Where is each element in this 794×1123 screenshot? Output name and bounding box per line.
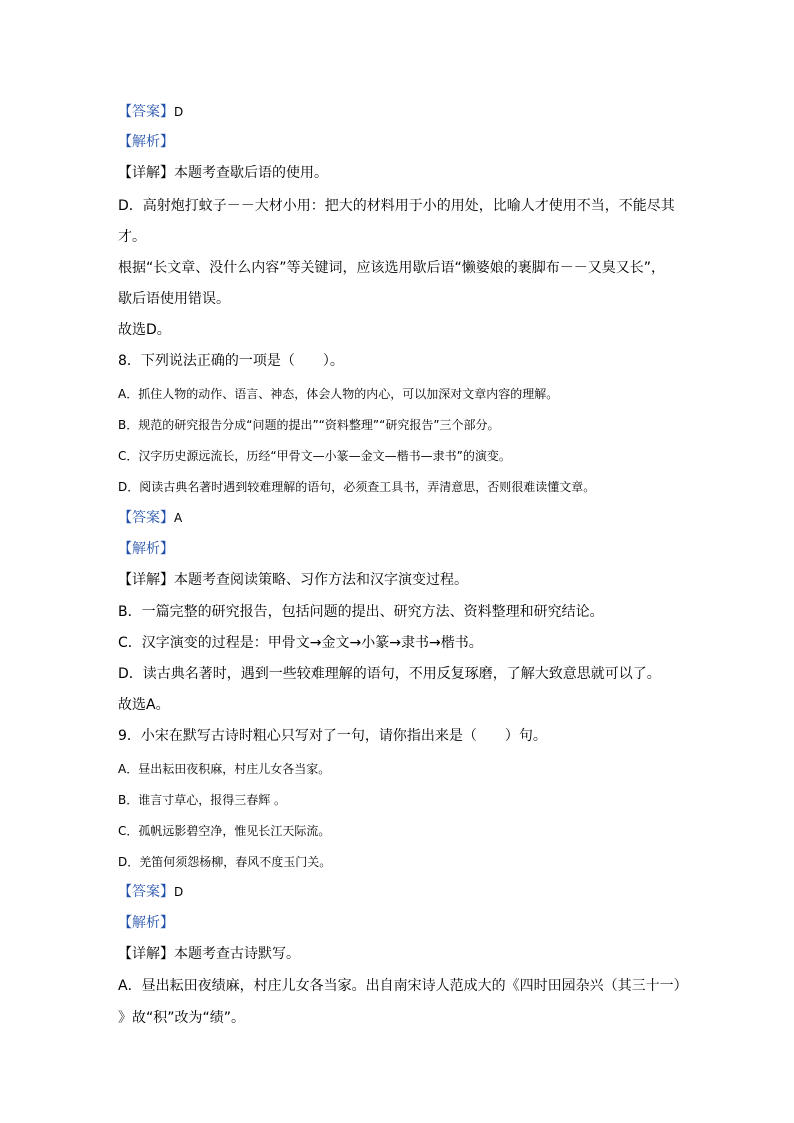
detail-tag: 【详解】: [118, 946, 174, 962]
detail-line: [118, 571, 688, 589]
explanation-line: B．一篇完整的研究报告，包括问题的提出、研究方法、资料整理和研究结论。: [118, 604, 604, 620]
answer-line: [118, 883, 688, 901]
detail-line: [118, 945, 688, 963]
detail-text: 本题考查古诗默写。: [174, 946, 300, 962]
explanation-line: C．汉字演变的过程是：甲骨文→金文→小篆→隶书→楷书。: [118, 635, 483, 651]
analysis-tag: 【解析】: [118, 541, 174, 557]
option-a: A．抓住人物的动作、语言、神态，体会人物的内心，可以加深对文章内容的理解。: [118, 387, 559, 401]
analysis-tag: 【解析】: [118, 134, 174, 150]
detail-text: 本题考查歇后语的使用。: [174, 165, 328, 181]
detail-tag: 【详解】: [118, 165, 174, 181]
option-b: B．规范的研究报告分成“问题的提出”“资料整理”“研究报告”三个部分。: [118, 418, 500, 432]
explanation-line: 才。: [118, 229, 146, 245]
detail-line: [118, 164, 688, 182]
analysis-line: [118, 133, 688, 151]
option-c: C．汉字历史源远流长，历经“甲骨文—小篆—金文—楷书—隶书”的演变。: [118, 449, 511, 463]
option-c: C．孤帆远影碧空净，惟见长江天际流。: [118, 824, 331, 838]
conclusion-line: 故选A。: [118, 697, 170, 713]
option-b: B．谁言寸草心，报得三春辉 。: [118, 793, 287, 807]
answer-value: D: [174, 105, 184, 119]
answer-line: [118, 509, 688, 527]
question-stem: 9．小宋在默写古诗时粗心只写对了一句，请你指出来是（ ）句。: [118, 728, 547, 744]
question-stem: 8．下列说法正确的一项是（ ）。: [118, 353, 344, 369]
answer-value: D: [174, 885, 184, 899]
option-d: D．阅读古典名著时遇到较难理解的语句，必须查工具书，弄清意思，否则很难读懂文章。: [118, 480, 596, 494]
conclusion-line: 故选D。: [118, 322, 171, 338]
answer-value: A: [174, 511, 183, 525]
answer-tag: 【答案】: [118, 884, 174, 900]
detail-text: 本题考查阅读策略、习作方法和汉字演变过程。: [174, 572, 468, 588]
explanation-line: 歇后语使用错误。: [118, 291, 230, 307]
answer-tag: 【答案】: [118, 104, 174, 120]
option-d: D．羌笛何须怨杨柳，春风不度玉门关。: [118, 855, 332, 869]
explanation-line: 》故“积”改为“绩”。: [118, 1010, 246, 1026]
explanation-line: 根据“长文章、没什么内容”等关键词，应该选用歇后语“懒婆娘的裹脚布－－又臭又长”，: [118, 260, 666, 276]
explanation-line: A．昼出耘田夜绩麻，村庄儿女各当家。出自南宋诗人范成大的《四时田园杂兴（其三十一）: [118, 978, 688, 994]
analysis-line: [118, 540, 688, 558]
answer-tag: 【答案】: [118, 510, 174, 526]
answer-line: [118, 103, 688, 121]
explanation-line: D．高射炮打蚊子－－大材小用：把大的材料用于小的用处，比喻人才使用不当，不能尽其: [118, 198, 675, 214]
analysis-line: [118, 914, 688, 932]
option-a: A．昼出耘田夜积麻，村庄儿女各当家。: [118, 762, 331, 776]
analysis-tag: 【解析】: [118, 915, 174, 931]
detail-tag: 【详解】: [118, 572, 174, 588]
explanation-line: D．读古典名著时，遇到一些较难理解的语句，不用反复琢磨，了解大致意思就可以了。: [118, 666, 661, 682]
